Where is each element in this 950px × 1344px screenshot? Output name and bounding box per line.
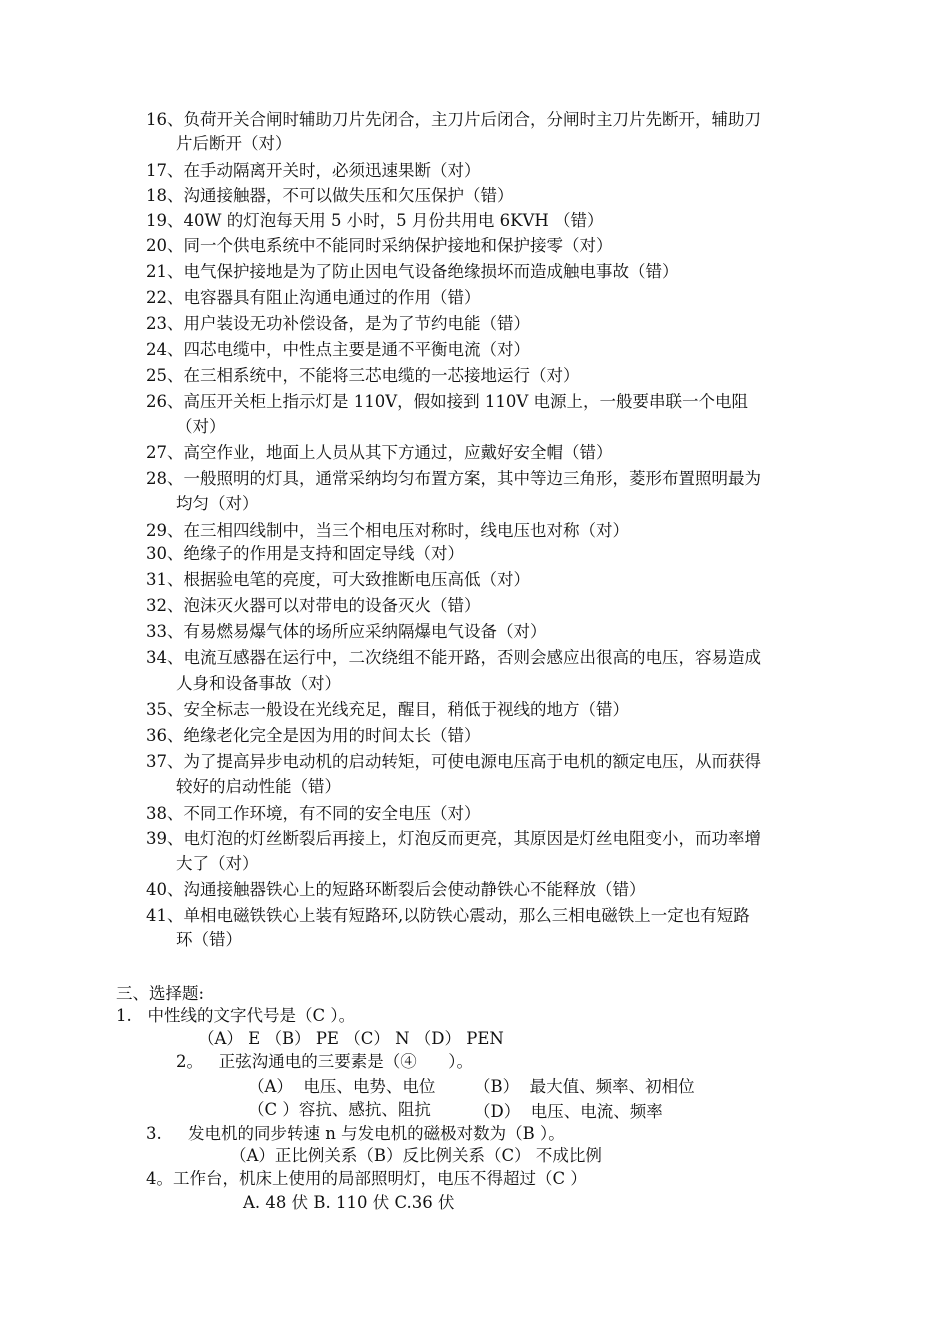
tf-item-16: 16、负荷开关合闸时辅助刀片先闭合，主刀片后闭合，分闸时主刀片先断开，辅助刀 xyxy=(146,110,761,129)
tf-item-37: 37、为了提高异步电动机的启动转矩，可使电源电压高于电机的额定电压，从而获得 xyxy=(146,752,761,771)
question-2-option-a: （A） 电压、电势、电位 xyxy=(248,1077,436,1096)
tf-item-21: 21、电气保护接地是为了防止因电气设备绝缘损坏而造成触电事故（错） xyxy=(146,262,679,281)
tf-item-16-cont: 片后断开（对） xyxy=(176,134,292,153)
question-3-stem: 3. 发电机的同步转速 n 与发电机的磁极对数为（B ）。 xyxy=(146,1124,565,1143)
tf-item-36: 36、绝缘老化完全是因为用的时间太长（错） xyxy=(146,726,481,745)
tf-item-30: 30、绝缘子的作用是支持和固定导线（对） xyxy=(146,544,464,563)
tf-item-28: 28、一般照明的灯具，通常采纳均匀布置方案，其中等边三角形，菱形布置照明最为 xyxy=(146,469,761,488)
tf-item-39: 39、电灯泡的灯丝断裂后再接上，灯泡反而更亮，其原因是灯丝电阻变小，而功率增 xyxy=(146,829,761,848)
tf-item-37-cont: 较好的启动性能（错） xyxy=(176,777,341,796)
section-heading: 三、选择题: xyxy=(116,984,205,1003)
question-2-option-d: （D） 电压、电流、频率 xyxy=(474,1102,663,1121)
tf-item-22: 22、电容器具有阻止沟通电通过的作用（错） xyxy=(146,288,481,307)
tf-item-31: 31、根据验电笔的亮度，可大致推断电压高低（对） xyxy=(146,570,530,589)
tf-item-33: 33、有易燃易爆气体的场所应采纳隔爆电气设备（对） xyxy=(146,622,547,641)
tf-item-34: 34、电流互感器在运行中，二次绕组不能开路，否则会感应出很高的电压，容易造成 xyxy=(146,648,761,667)
tf-item-28-cont: 均匀（对） xyxy=(176,494,259,513)
tf-item-26-cont: （对） xyxy=(176,417,226,436)
tf-item-41-cont: 环（错） xyxy=(176,930,242,949)
tf-item-41: 41、单相电磁铁铁心上装有短路环,以防铁心震动，那么三相电磁铁上一定也有短路 xyxy=(146,906,750,925)
question-1-options: （A） E （B） PE （C） N （D） PEN xyxy=(198,1029,504,1048)
question-2-option-c: （C ）容抗、感抗、阻抗 xyxy=(248,1100,431,1119)
tf-item-38: 38、不同工作环境，有不同的安全电压（对） xyxy=(146,804,481,823)
tf-item-40: 40、沟通接触器铁心上的短路环断裂后会使动静铁心不能释放（错） xyxy=(146,880,646,899)
tf-item-23: 23、用户装设无功补偿设备，是为了节约电能（错） xyxy=(146,314,530,333)
tf-item-24: 24、四芯电缆中，中性点主要是通不平衡电流（对） xyxy=(146,340,530,359)
question-4-stem: 4。工作台，机床上使用的局部照明灯，电压不得超过（C ） xyxy=(146,1169,587,1188)
tf-item-39-cont: 大了（对） xyxy=(176,854,259,873)
tf-item-34-cont: 人身和设备事故（对） xyxy=(176,674,341,693)
tf-item-29: 29、在三相四线制中，当三个相电压对称时，线电压也对称（对） xyxy=(146,521,629,540)
question-1-stem: 1. 中性线的文字代号是（C ）。 xyxy=(116,1006,356,1025)
question-2-stem: 2。 正弦沟通电的三要素是（④ ）。 xyxy=(176,1052,473,1071)
tf-item-19: 19、40W 的灯泡每天用 5 小时，5 月份共用电 6KVH （错） xyxy=(146,211,604,230)
tf-item-27: 27、高空作业，地面上人员从其下方通过，应戴好安全帽（错） xyxy=(146,443,613,462)
tf-item-18: 18、沟通接触器，不可以做失压和欠压保护（错） xyxy=(146,186,514,205)
tf-item-35: 35、安全标志一般设在光线充足，醒目，稍低于视线的地方（错） xyxy=(146,700,629,719)
tf-item-20: 20、同一个供电系统中不能同时采纳保护接地和保护接零（对） xyxy=(146,236,613,255)
question-3-options: （A）正比例关系（B）反比例关系（C） 不成比例 xyxy=(230,1146,602,1165)
tf-item-25: 25、在三相系统中，不能将三芯电缆的一芯接地运行（对） xyxy=(146,366,580,385)
tf-item-32: 32、泡沫灭火器可以对带电的设备灭火（错） xyxy=(146,596,481,615)
tf-item-26: 26、高压开关柜上指示灯是 110V，假如接到 110V 电源上，一般要串联一个电阻 xyxy=(146,392,749,411)
question-4-options: A. 48 伏 B. 110 伏 C.36 伏 xyxy=(243,1193,455,1212)
question-2-option-b: （B） 最大值、频率、初相位 xyxy=(474,1077,695,1096)
tf-item-17: 17、在手动隔离开关时，必须迅速果断（对） xyxy=(146,161,481,180)
